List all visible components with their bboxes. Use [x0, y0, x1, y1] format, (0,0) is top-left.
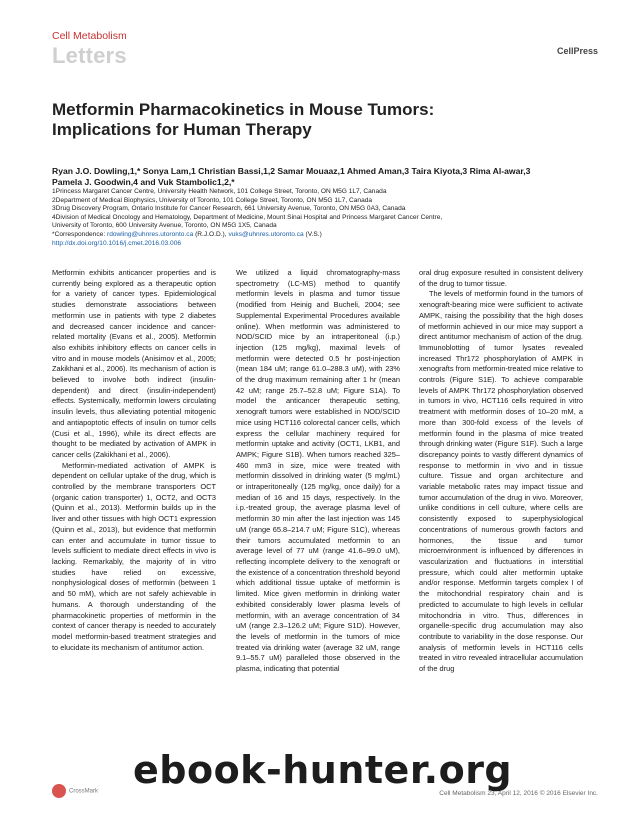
- crossmark-icon: [52, 784, 66, 798]
- journal-name: Cell Metabolism: [52, 30, 127, 42]
- email-link-1[interactable]: rdowling@uhnres.utoronto.ca: [107, 230, 194, 238]
- affiliation: 4Division of Medical Oncology and Hematology, Department of Medicine, Mount Sinai Hospital and Princess Margaret Cancer Centre,: [52, 213, 443, 221]
- column-2: [236, 268, 400, 675]
- publisher-logo: CellPress: [556, 46, 598, 56]
- author-list: [52, 166, 572, 188]
- email-link-2[interactable]: vuks@uhnres.utoronto.ca: [228, 230, 304, 238]
- paragraph: Metformin exhibits anticancer properties and is currently being explored as a therapeutic option for a variety of cancer types. Epidemiological studies demonstrate associations between metformin use in patients with type 2 diabetes and decreased cancer incidence and cancer-related mortality (Evans et al., 2005). Metformin also exhibits inhibitory effects on cancer cells in vitro and in mouse models (Anisimov et al., 2005; Zakikhani et al., 2006). Its mechanism of action is believed to involve both indirect (insulin-dependent) and direct (insulin-independent) effects. Systemically, metformin lowers circulating insulin levels, thus alleviating potential mitogenic and antiapoptotic effects of insulin on tumor cells (Cusi et al., 1996), while its direct effects are thought to be mediated by activation of AMPK in cancer cells (Zakikhani et al., 2006).: [52, 268, 216, 459]
- paragraph: We utilized a liquid chromatography-mass spectrometry (LC-MS) method to quantify metformin levels in plasma and tumor tissue (modified from Heinig and Bucheli, 2004; see Supplemental Experimental Procedures available online). When metformin was administered to NOD/SCID mice by an intraperitoneal (i.p.) injection (125 mg/kg), maximal levels of metformin were detected 0.5 hr post-injection (mean 184 uM; range 61.0–288.3 uM), with 23% of the drug maximum remaining after 1 hr (mean 42 uM; range 25.7–52.8 uM; Figure S1A). To model the anticancer therapeutic setting, xenograft tumors were established in NOD/SCID mice using HCT116 colorectal cancer cells, which express the cellular machinery required for metformin uptake and activity (OCT1, LKB1, and AMPK; Figure S1B). When tumors reached 325–460 mm3 in size, mice were treated with metformin dissolved in drinking water (5 mg/mL) or intraperitoneally (125 mg/kg, once daily) for a median of 16 and 15 days, respectively. In the i.p.-treated group, the average plasma level of metformin 30 min after the last injection was 145 uM (range 65.8–214.7 uM; Figure S1C), whereas their tumors accumulated metformin to an average level of 77 uM (range 41.6–99.0 uM), reflecting incomplete delivery to the xenograft or the existence of a concentration threshold beyond which additional tissue uptake of metformin is limited. Mice given metformin in drinking water exhibited considerably lower plasma levels of metformin, with an average concentration of 34 uM (range 2.3–126.2 uM; Figure S1D). However, the levels of metformin in the tumors of mice treated via drinking water (average 32 uM, range 9.1–55.7 uM) paralleled those observed in the plasma, indicating that potential: [236, 268, 400, 674]
- body-text: [52, 268, 600, 768]
- watermark: ebook-hunter.org: [133, 748, 513, 792]
- correspondence-label: *Correspondence:: [52, 230, 106, 238]
- correspondence: [52, 231, 582, 240]
- authors-line-2: Pamela J. Goodwin,4 and Vuk Stambolic1,2,*: [52, 177, 235, 187]
- doi-link[interactable]: http://dx.doi.org/10.1016/j.cmet.2016.03.006: [52, 239, 182, 247]
- column-1: [52, 268, 216, 653]
- affiliations: [52, 188, 582, 248]
- paragraph: The levels of metformin found in the tumors of xenograft-bearing mice were sufficient to activate AMPK, raising the possibility that the high doses of metformin achieved in our mice may support a direct antitumor mechanism of action of the drug. Immunoblotting of tumor lysates revealed increased Thr172 phosphorylation of AMPK in xenografts from metformin-treated mice relative to controls (Figure S1E). To achieve comparable levels of AMPK Thr172 phosphorylation observed in tumors in vivo, HCT116 cells required in vitro treatment with metformin doses of 10–20 mM, a more than 300-fold excess of the levels of metformin found in the plasma of mice treated through drinking water (Figure S1F). Such a large discrepancy points to vastly different dynamics of response to metformin in vivo and in tissue culture. Tissue and organ architecture and variable metabolic rates may impact tissue and tumor accumulation of the drug in vivo. Moreover, unlike conditions in cell culture, where cells are consistently exposed to superphysiological concentrations of numerous growth factors and hormones, the tissue and tumor microenvironment is influenced by differences in vascularization and fluctuations in interstitial pressure, which could alter metformin uptake and/or response. Metformin targets complex I of the mitochondrial respiratory chain and is predicted to accumulate to high levels in cellular mitochondria in vitro. Thus, differences in organelle-specific drug accumulation may also contribute to variability in the dose response. Our analysis of metformin levels in HCT116 cells treated in vitro revealed intracellular accumulation of the drug: [419, 289, 583, 674]
- authors-line-1: Ryan J.O. Dowling,1,* Sonya Lam,1 Christian Bassi,1,2 Samar Mouaaz,1 Ahmed Aman,3 Taira Kiyota,3 Rima Al-awar,3: [52, 166, 531, 176]
- paragraph: oral drug exposure resulted in consistent delivery of the drug to tumor tissue.: [419, 268, 583, 288]
- section-label: Letters: [52, 43, 127, 68]
- affiliation: 1Princess Margaret Cancer Centre, University Health Network, 101 College Street, Toronto, ON M5G 1L7, Canada: [52, 188, 387, 195]
- column-3: [419, 268, 583, 675]
- paragraph: Metformin-mediated activation of AMPK is dependent on cellular uptake of the drug, which is controlled by the membrane transporters OCT (organic cation transporter) 1, OCT2, and OCT3 (Quinn et al., 2013). Metformin builds up in the liver and other tissues with high OCT1 expression (Quinn et al., 2013), but evidence that metformin can enter and accumulate in tumor tissue to levels sufficient to mediate direct effects in vivo is lacking. Remarkably, the majority of in vitro studies have relied on excessive, nonphysiological doses of metformin (between 1 and 50 mM), which are not safely achievable in humans. A thorough understanding of the pharmacokinetic properties of metformin in the context of cancer therapy is needed to accurately model metformin-based treatment strategies and to elucidate its mechanism of antitumor action.: [52, 460, 216, 652]
- affiliation: University of Toronto, 600 University Avenue, Toronto, ON M5G 1X5, Canada: [52, 222, 277, 230]
- page-footer: Cell Metabolism 23, April 12, 2016 © 2016 Elsevier Inc.: [439, 790, 598, 797]
- affiliation: 2Department of Medical Biophysics, University of Toronto, 101 College Street, Toronto, ON M5G 1L7, Canada: [52, 196, 373, 204]
- crossmark-logo[interactable]: CrossMark: [52, 784, 98, 798]
- affiliation: 3Drug Discovery Program, Ontario Institute for Cancer Research, 661 University Avenue, Toronto, ON M5G 0A3, Canada: [52, 205, 406, 213]
- correspondence-initials-2: (V.S.): [305, 230, 322, 238]
- article-title: Metformin Pharmacokinetics in Mouse Tumors: Implications for Human Therapy: [52, 100, 435, 139]
- correspondence-initials-1: (R.J.O.D.),: [195, 230, 227, 238]
